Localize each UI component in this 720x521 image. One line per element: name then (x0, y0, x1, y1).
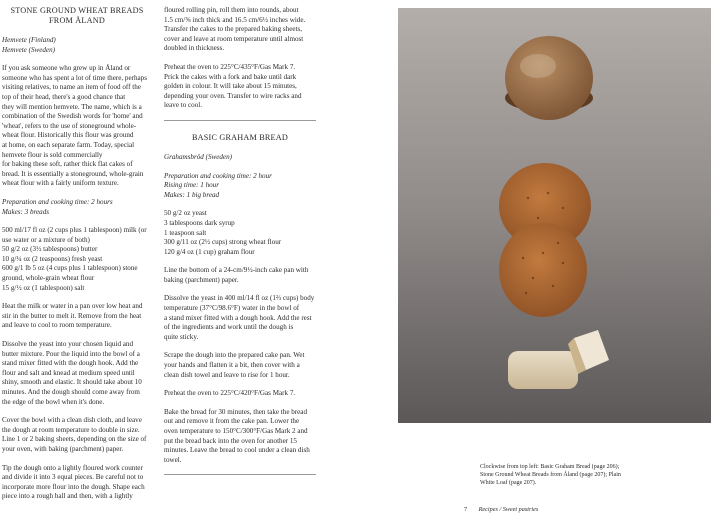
bread-photo-svg (398, 8, 711, 423)
page-footer (464, 506, 538, 513)
method-step: Tip the dough onto a lightly floured work counter and divide it into 3 equal pieces. Be careful not to incorporate more flour into the dough. Shape each piece into a rough ball and then, with a lightly (2, 463, 145, 501)
middle-column (164, 6, 316, 487)
left-column (2, 0, 152, 511)
section-divider (164, 474, 316, 475)
method-step: Line the bottom of a 24-cm/9½-inch cake pan with baking (parchment) paper. (164, 266, 309, 284)
recipe-meta: Preparation and cooking time: 2 hours Makes: 3 breads (2, 197, 113, 216)
ingredients-list: 50 g/2 oz yeast 3 tablespoons dark syrup 1 teaspoon salt 300 g/11 oz (2½ cups) strong wheat flour 120 g/4 oz (1 cup) graham flour (164, 209, 282, 256)
method-step: Cover the bowl with a clean dish cloth, and leave the dough at room temperature to double in size. Line 1 or 2 baking sheets, depending on the size of your oven, with baking (parchment) paper. (2, 416, 147, 453)
photo-caption: Clockwise from top left: Basic Graham Bread (page 206); Stone Ground Wheat Breads from Åland (page 207); Plain White Loaf (page 207). (480, 464, 621, 486)
method-step: Heat the milk or water in a pan over low heat and stir in the butter to melt it. Remove from the heat and leave to cool to room temperature. (2, 302, 143, 330)
method-step: Scrape the dough into the prepared cake pan. Wet your hands and flatten it a bit, then cover with a clean dish towel and leave to rise for 1 hour. (164, 351, 305, 379)
alt-name: Grahamsbröd (Sweden) (164, 152, 232, 161)
alt-names: Hemvete (Finland) Hemvete (Sweden) (2, 36, 56, 54)
method-step: Dissolve the yeast in 400 ml/14 fl oz (1⅔ cups) body temperature (37°C/98.6°F) water in the bowl of a stand mixer fitted with a dough hook. Add the rest of the ingredients and work until the dough is quite sticky. (164, 294, 315, 341)
recipe-title-graham: BASIC GRAHAM BREAD (192, 132, 288, 142)
graham-bread (505, 36, 593, 120)
method-step: Preheat the oven to 225°C/435°F/Gas Mark 7. Prick the cakes with a fork and bake until dark golden in colour. It will take about 15 minutes, depending your oven. Transfer to wire racks and leave to cool. (164, 62, 302, 110)
intro-paragraph: If you ask someone who grew up in Åland or someone who has spent a lot of time there, perhaps visiting relatives, to name an item of food off the top of their head, there's a good chance that they will mention hemvete. The name, which is a combination of the Swedish words for 'home' and 'wheat', refers to the use of stoneground whole- wheat flour. Historically this flour was ground at home, on each separate farm. Today, special hemvete flour is sold commercially for baking these soft, rather thick flat cakes of bread. It is essentially a stoneground, whole-grain wheat flour with a fairly uniform texture. (2, 64, 147, 188)
recipe-title-hemvete: STONE GROUND WHEAT BREADS FROM ÅLAND (10, 6, 144, 25)
method-step: Dissolve the yeast into your chosen liquid and butter mixture. Pour the liquid into the bowl of a stand mixer fitted with the dough hook. Add the flour and salt and knead at medium speed until shiny, smooth and elastic. It should take about 10 minutes. And the dough should come away from the edge of the bowl when it's done. (2, 340, 142, 406)
running-section: Recipes / Sweet pastries (478, 506, 539, 513)
method-continued: floured rolling pin, roll them into rounds, about 1.5 cm/⅝ inch thick and 16.5 cm/6½ inches wide. Transfer the cakes to the prepared baking sheets, cover and leave at room temperature until almost doubled in thickness. (164, 6, 306, 53)
bread-photo (398, 8, 711, 423)
recipe-meta: Preparation and cooking time: 2 hour Rising time: 1 hour Makes: 1 big bread (164, 171, 272, 199)
ingredients-list: 500 ml/17 fl oz (2 cups plus 1 tablespoon) milk (or use water or a mixture of both) 50 g/2 oz (3½ tablespoons) butter 10 g/¼ oz (2 teaspoons) fresh yeast 600 g/1 lb 5 oz (4 cups plus 1 tablespoon) stone ground, whole-grain wheat flour 15 g/½ oz (1 tablespoon) salt (2, 226, 147, 292)
section-divider (164, 120, 316, 121)
method-step: Preheat the oven to 225°C/420°F/Gas Mark 7. (164, 389, 296, 398)
page-number: 7 (464, 506, 468, 513)
method-step: Bake the bread for 30 minutes, then take the bread out and remove it from the cake pan. Lower the oven temperature to 150°C/300°F/Gas Mark 2 and put the bread back into the oven for another 15 minutes. Leave the bread to cool under a clean dish towel. (164, 407, 310, 464)
